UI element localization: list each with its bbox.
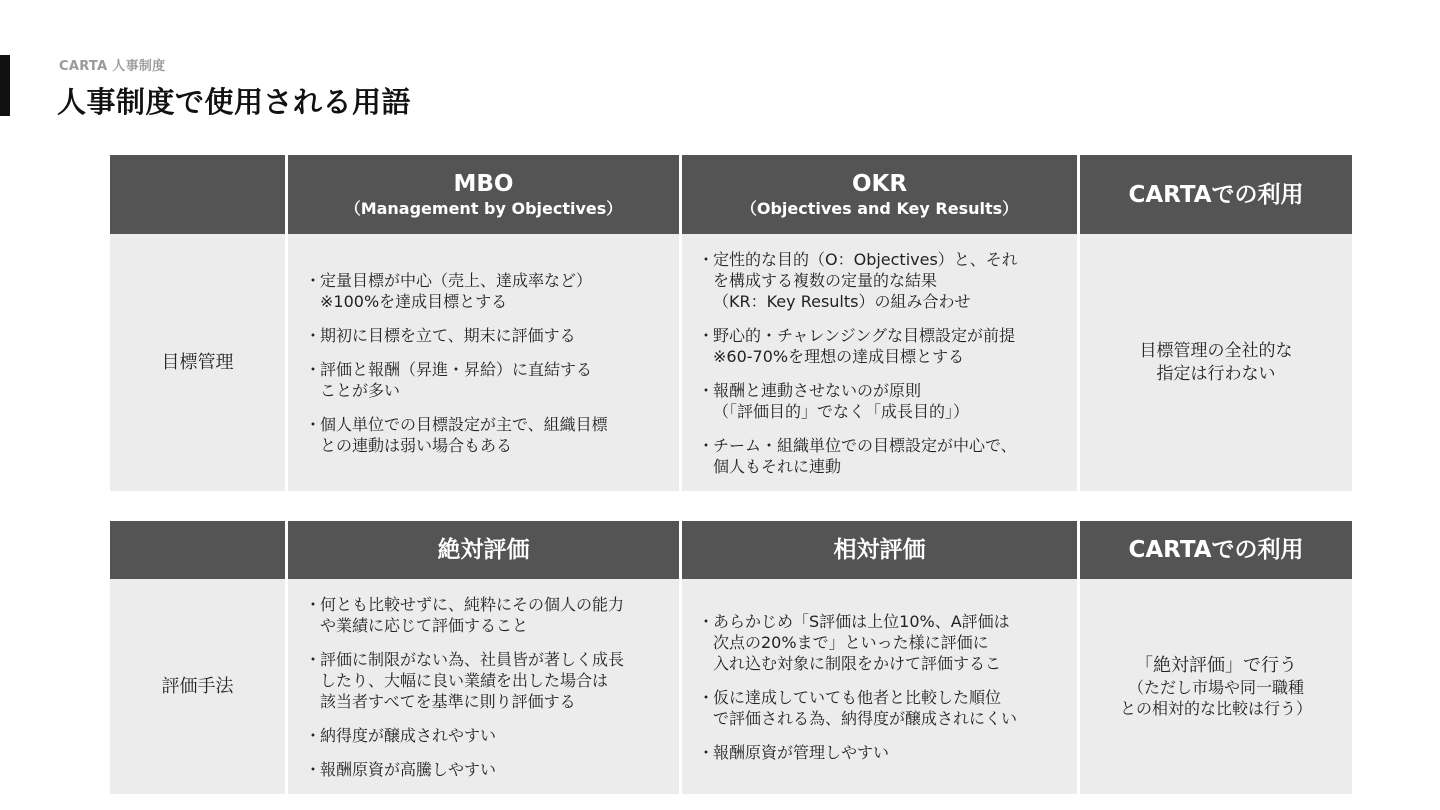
carta-evaluation-usage-main: 「絶対評価」で行う [1135, 655, 1297, 676]
bullet-marker: ・ [698, 611, 715, 631]
bullet-marker: ・ [698, 249, 715, 269]
list-item-text-line: 報酬と連動させないのが原則 [713, 380, 922, 400]
header-mbo [288, 155, 679, 234]
evaluation-method-table [107, 521, 1355, 794]
list-item-text-line: 野心的・チャレンジングな目標設定が前提 [713, 325, 1016, 345]
bullet-marker: ・ [698, 687, 715, 707]
header-carta-usage-label: CARTAでの利用 [1128, 537, 1304, 563]
relative-evaluation-cell [682, 579, 1077, 794]
list-item-text-line: 評価と報酬（昇進・昇給）に直結する [320, 359, 593, 379]
list-item-text-line: 報酬原資が高騰しやすい [320, 759, 497, 779]
carta-goal-usage-line: 指定は行わない [1156, 363, 1276, 384]
list-item-text-line: チーム・組織単位での目標設定が中心で、 [713, 435, 1017, 455]
page-title: 人事制度で使用される用語 [57, 85, 412, 119]
list-item-text-line: を構成する複数の定量的な結果 [713, 270, 938, 290]
bullet-marker: ・ [305, 759, 322, 779]
list-item [305, 594, 679, 636]
table-header-row [110, 155, 1352, 234]
list-item-text-line: 次点の20%まで」といった様に評価に [713, 632, 989, 652]
list-item-text-line: 定量目標が中心（売上、達成率など） [320, 270, 593, 290]
bullet-marker: ・ [698, 435, 715, 455]
list-item-text-line: 評価に制限がない為、社員皆が著しく成長 [320, 649, 625, 669]
list-item-text-line: あらかじめ「S評価は上位10%、A評価は [713, 611, 1010, 631]
carta-goal-usage-line: 目標管理の全社的な [1139, 340, 1293, 361]
bullet-marker: ・ [305, 359, 322, 379]
list-item [698, 380, 1077, 422]
list-item [305, 649, 679, 712]
list-item-text-line: 個人単位での目標設定が主で、組織目標 [320, 414, 608, 434]
list-item [305, 759, 679, 780]
list-item-text-line: （KR：Key Results）の組み合わせ [713, 291, 971, 311]
list-item [698, 687, 1077, 729]
bullet-marker: ・ [305, 649, 322, 669]
header-absolute-evaluation [288, 521, 679, 579]
list-item [305, 359, 679, 401]
table-row [110, 234, 1352, 491]
list-item-text-line: で評価される為、納得度が醸成されにくい [713, 708, 1018, 728]
carta-evaluation-usage-note-line: （ただし市場や同一職種 [1127, 678, 1304, 697]
absolute-evaluation-bullet-list [288, 594, 679, 780]
carta-goal-usage-cell [1080, 234, 1352, 491]
list-item-text-line: 個人もそれに連動 [713, 456, 842, 476]
mbo-bullet-list [288, 270, 679, 456]
header-empty-cell [110, 155, 285, 234]
absolute-evaluation-cell [288, 579, 679, 794]
section-subtitle: CARTA 人事制度 [59, 59, 166, 74]
header-okr-title: OKR [851, 171, 908, 197]
list-item [698, 249, 1077, 312]
bullet-marker: ・ [305, 325, 322, 345]
bullet-marker: ・ [698, 325, 715, 345]
okr-bullet-list [682, 249, 1077, 477]
carta-evaluation-usage-cell [1080, 579, 1352, 794]
header-okr-subtitle: （Objectives and Key Results） [740, 199, 1019, 218]
header-mbo-title: MBO [453, 171, 514, 197]
header-carta-usage [1080, 521, 1352, 579]
table-row [110, 579, 1352, 794]
header-absolute-evaluation-label: 絶対評価 [437, 537, 530, 563]
header-carta-usage-label: CARTAでの利用 [1128, 181, 1304, 208]
row-label-evaluation-method: 評価手法 [110, 579, 285, 794]
bullet-marker: ・ [305, 270, 322, 290]
list-item-text-line: したり、大幅に良い業績を出した場合は [320, 670, 609, 690]
list-item [305, 414, 679, 456]
header-relative-evaluation-label: 相対評価 [833, 537, 926, 563]
list-item [305, 725, 679, 746]
carta-evaluation-usage-note-line: との相対的な比較は行う） [1119, 699, 1312, 718]
list-item-text-line: ※100%を達成目標とする [320, 291, 508, 311]
list-item-text-line: ※60-70%を理想の達成目標とする [713, 346, 965, 366]
header-relative-evaluation [682, 521, 1077, 579]
list-item-text-line: （「評価目的」でなく「成長目的」） [713, 401, 970, 421]
list-item-text-line: 報酬原資が管理しやすい [713, 742, 890, 762]
bullet-marker: ・ [305, 725, 322, 745]
list-item [698, 611, 1077, 674]
list-item-text-line: や業績に応じて評価すること [320, 615, 529, 635]
mbo-description-cell [288, 234, 679, 491]
list-item-text-line: 定性的な目的（O：Objectives）と、それ [713, 249, 1018, 269]
list-item [305, 325, 679, 346]
bullet-marker: ・ [698, 742, 715, 762]
bullet-marker: ・ [305, 594, 322, 614]
list-item-text-line: 期初に目標を立て、期末に評価する [320, 325, 576, 345]
list-item-text-line: との連動は弱い場合もある [320, 435, 513, 455]
relative-evaluation-bullet-list [682, 611, 1077, 763]
list-item-text-line: 何とも比較せずに、純粋にその個人の能力 [320, 594, 625, 614]
mbo-okr-table [107, 155, 1355, 491]
list-item-text-line: 該当者すべてを基準に則り評価する [320, 691, 576, 711]
list-item [698, 325, 1077, 367]
header-okr [682, 155, 1077, 234]
row-label-goal-management: 目標管理 [110, 234, 285, 491]
table-header-row [110, 521, 1352, 579]
header-empty-cell [110, 521, 285, 579]
list-item-text-line: 仮に達成していても他者と比較した順位 [713, 687, 1002, 707]
bullet-marker: ・ [305, 414, 322, 434]
list-item [698, 742, 1077, 763]
list-item [698, 435, 1077, 477]
list-item-text-line: ことが多い [320, 380, 401, 400]
header-carta-usage [1080, 155, 1352, 234]
title-accent-bar [0, 55, 10, 116]
bullet-marker: ・ [698, 380, 715, 400]
okr-description-cell [682, 234, 1077, 491]
list-item-text-line: 納得度が醸成されやすい [320, 725, 497, 745]
header-mbo-subtitle: （Management by Objectives） [344, 199, 623, 218]
list-item [305, 270, 679, 312]
list-item-text-line: 入れ込む対象に制限をかけて評価するこ [713, 653, 1002, 673]
